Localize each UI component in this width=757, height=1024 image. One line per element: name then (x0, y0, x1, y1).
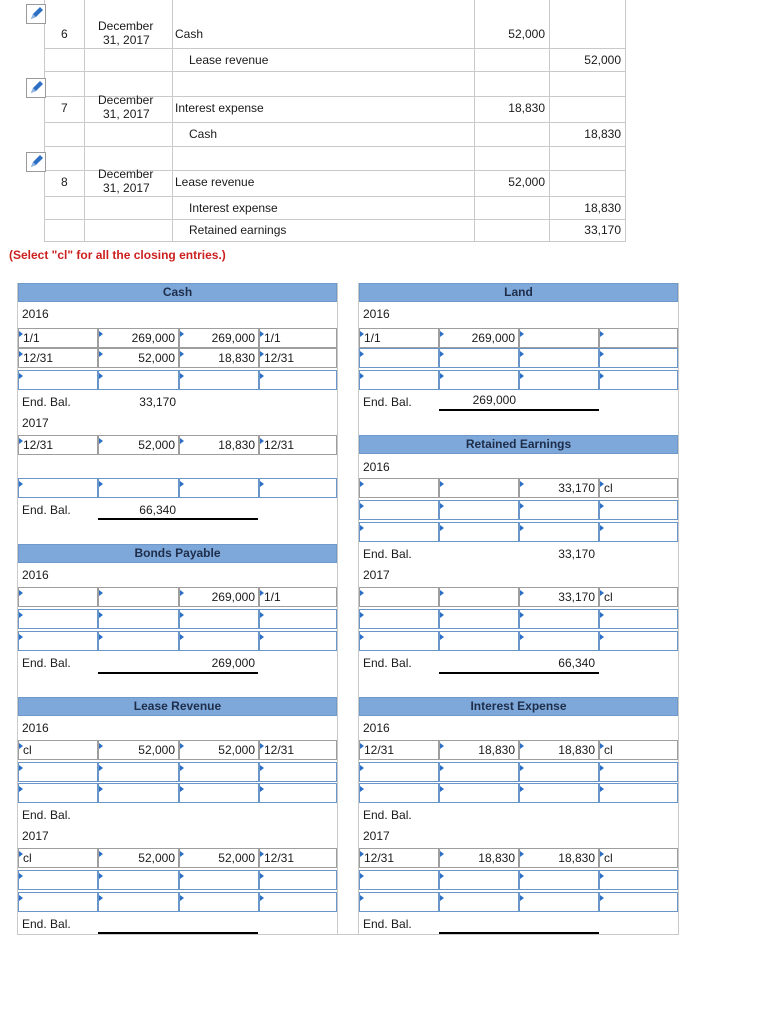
retained-credit-input[interactable] (519, 609, 599, 629)
interest-debit-input[interactable]: 18,830 (439, 848, 519, 868)
credit-amount[interactable]: 33,170 (584, 223, 621, 237)
retained-date-input[interactable] (359, 631, 439, 651)
cash-credit-input[interactable] (179, 370, 259, 390)
lease-end-balance-label: End. Bal. (22, 917, 71, 931)
lease-date-input[interactable]: cl (18, 740, 98, 760)
interest-debit-input[interactable] (439, 762, 519, 782)
interest-date-input[interactable] (359, 892, 439, 912)
land-date-input[interactable] (359, 348, 439, 368)
bonds-credit-ref-input[interactable] (259, 609, 337, 629)
lease-balance-underline (98, 932, 258, 934)
bonds-date-input[interactable] (18, 587, 98, 607)
debit-account[interactable]: Lease revenue (175, 175, 255, 189)
interest-credit-input[interactable] (519, 762, 599, 782)
interest-year-label: 2017 (363, 829, 390, 843)
interest-credit-input[interactable] (519, 870, 599, 890)
cash-credit-ref-input[interactable] (259, 478, 337, 498)
retained-date-input[interactable] (359, 587, 439, 607)
lease-revenue-header: Lease Revenue (18, 697, 337, 716)
edit-entry-6-icon[interactable] (26, 4, 46, 24)
debit-account[interactable]: Interest expense (175, 101, 264, 115)
lease-credit-ref-input[interactable] (259, 762, 337, 782)
retained-end-balance-value[interactable]: 33,170 (558, 547, 595, 561)
lease-debit-input[interactable] (98, 762, 179, 782)
retained-date-input[interactable] (359, 478, 439, 498)
cash-date-input[interactable]: 12/31 (18, 348, 98, 368)
cash-date-input[interactable] (18, 478, 98, 498)
lease-date-input[interactable] (18, 892, 98, 912)
retained-credit-input[interactable] (519, 500, 599, 520)
lease-credit-input[interactable] (179, 762, 259, 782)
cash-credit-ref-input[interactable]: 12/31 (259, 348, 337, 368)
retained-credit-ref-input[interactable]: cl (599, 587, 678, 607)
lease-credit-input[interactable] (179, 892, 259, 912)
lease-credit-input[interactable]: 52,000 (179, 740, 259, 760)
retained-credit-input[interactable] (519, 631, 599, 651)
cash-credit-ref-input[interactable]: 12/31 (259, 435, 337, 455)
land-date-input[interactable]: 1/1 (359, 328, 439, 348)
bonds-debit-input[interactable] (98, 631, 179, 651)
lease-credit-input[interactable]: 52,000 (179, 848, 259, 868)
retained-earnings-header: Retained Earnings (359, 435, 678, 454)
lease-credit-input[interactable] (179, 783, 259, 803)
bonds-credit-input[interactable] (179, 609, 259, 629)
credit-account[interactable]: Interest expense (189, 201, 278, 215)
entry-date: December (98, 167, 154, 181)
land-credit-ref-input[interactable] (599, 328, 678, 348)
bonds-debit-input[interactable] (98, 587, 179, 607)
cash-credit-input[interactable]: 269,000 (179, 328, 259, 348)
credit-account[interactable]: Lease revenue (189, 53, 269, 67)
lease-date-input[interactable] (18, 783, 98, 803)
lease-debit-input[interactable]: 52,000 (98, 740, 179, 760)
lease-credit-ref-input[interactable] (259, 892, 337, 912)
lease-date-input[interactable]: cl (18, 848, 98, 868)
land-year-label: 2016 (363, 307, 390, 321)
lease-credit-input[interactable] (179, 870, 259, 890)
land-balance-underline (439, 409, 599, 411)
land-credit-ref-input[interactable] (599, 348, 678, 368)
credit-amount[interactable]: 52,000 (584, 53, 621, 67)
lease-credit-ref-input[interactable] (259, 783, 337, 803)
bonds-credit-ref-input[interactable] (259, 631, 337, 651)
cash-date-input[interactable] (18, 370, 98, 390)
interest-credit-ref-input[interactable]: cl (599, 740, 678, 760)
interest-credit-input[interactable] (519, 892, 599, 912)
retained-end-balance-label: End. Bal. (363, 656, 412, 670)
bonds-credit-input[interactable]: 269,000 (179, 587, 259, 607)
interest-credit-input[interactable]: 18,830 (519, 848, 599, 868)
credit-account[interactable]: Retained earnings (189, 223, 287, 237)
retained-credit-input[interactable] (519, 522, 599, 542)
land-credit-input[interactable] (519, 370, 599, 390)
interest-credit-ref-input[interactable]: cl (599, 848, 678, 868)
entry-date: 31, 2017 (103, 181, 150, 195)
retained-credit-ref-input[interactable]: cl (599, 478, 678, 498)
interest-credit-ref-input[interactable] (599, 892, 678, 912)
land-debit-input[interactable] (439, 370, 519, 390)
edit-entry-7-icon[interactable] (26, 78, 46, 98)
cash-end-balance-label: End. Bal. (22, 395, 71, 409)
retained-date-input[interactable] (359, 609, 439, 629)
bonds-debit-input[interactable] (98, 609, 179, 629)
debit-amount[interactable]: 18,830 (508, 101, 545, 115)
land-credit-input[interactable] (519, 328, 599, 348)
lease-date-input[interactable] (18, 762, 98, 782)
land-end-balance-value[interactable]: 269,000 (472, 393, 516, 407)
land-date-input[interactable] (359, 370, 439, 390)
cash-year-label: 2016 (22, 307, 49, 321)
interest-date-input[interactable] (359, 870, 439, 890)
debit-account[interactable]: Cash (175, 27, 204, 41)
retained-credit-ref-input[interactable] (599, 609, 678, 629)
cash-debit-input[interactable] (98, 478, 179, 498)
interest-end-balance-label: End. Bal. (363, 808, 412, 822)
credit-amount[interactable]: 18,830 (584, 201, 621, 215)
cash-debit-input[interactable]: 269,000 (98, 328, 179, 348)
cash-debit-input[interactable]: 52,000 (98, 435, 179, 455)
retained-credit-ref-input[interactable] (599, 631, 678, 651)
cash-balance-underline (98, 518, 258, 520)
lease-debit-input[interactable] (98, 783, 179, 803)
interest-end-balance-label: End. Bal. (363, 917, 412, 931)
cash-end-balance-value[interactable]: 33,170 (139, 395, 176, 409)
interest-debit-input[interactable] (439, 892, 519, 912)
entry-number: 8 (61, 175, 68, 189)
retained-credit-input[interactable]: 33,170 (519, 478, 599, 498)
cash-credit-ref-input[interactable] (259, 370, 337, 390)
retained-date-input[interactable] (359, 522, 439, 542)
land-credit-input[interactable] (519, 348, 599, 368)
cash-date-input[interactable]: 12/31 (18, 435, 98, 455)
cash-end-balance-value[interactable]: 66,340 (139, 503, 176, 517)
interest-balance-underline (439, 932, 599, 934)
retained-end-balance-label: End. Bal. (363, 547, 412, 561)
retained-debit-input[interactable] (439, 500, 519, 520)
interest-credit-ref-input[interactable] (599, 870, 678, 890)
interest-credit-input[interactable] (519, 783, 599, 803)
cash-credit-input[interactable]: 18,830 (179, 435, 259, 455)
retained-balance-underline (439, 672, 599, 674)
retained-credit-ref-input[interactable] (599, 522, 678, 542)
interest-debit-input[interactable] (439, 870, 519, 890)
bonds-credit-input[interactable] (179, 631, 259, 651)
cash-credit-ref-input[interactable]: 1/1 (259, 328, 337, 348)
interest-date-input[interactable]: 12/31 (359, 740, 439, 760)
bonds-date-input[interactable] (18, 609, 98, 629)
bonds-end-balance-value[interactable]: 269,000 (211, 656, 255, 670)
bonds-credit-ref-input[interactable]: 1/1 (259, 587, 337, 607)
lease-credit-ref-input[interactable]: 12/31 (259, 848, 337, 868)
edit-entry-8-icon[interactable] (26, 152, 46, 172)
bonds-year-label: 2016 (22, 568, 49, 582)
land-end-balance-label: End. Bal. (363, 395, 412, 409)
entry-date: 31, 2017 (103, 33, 150, 47)
land-account-header: Land (359, 283, 678, 302)
cash-account-header: Cash (18, 283, 337, 302)
cash-year-label: 2017 (22, 416, 49, 430)
land-debit-input[interactable] (439, 348, 519, 368)
interest-credit-ref-input[interactable] (599, 783, 678, 803)
cash-debit-input[interactable]: 52,000 (98, 348, 179, 368)
interest-date-input[interactable] (359, 783, 439, 803)
lease-debit-input[interactable] (98, 892, 179, 912)
credit-account[interactable]: Cash (189, 127, 218, 141)
retained-credit-input[interactable]: 33,170 (519, 587, 599, 607)
cash-credit-input[interactable]: 18,830 (179, 348, 259, 368)
bonds-end-balance-label: End. Bal. (22, 656, 71, 670)
entry-date: December (98, 19, 154, 33)
entry-number: 6 (61, 27, 68, 41)
retained-date-input[interactable] (359, 500, 439, 520)
interest-debit-input[interactable] (439, 783, 519, 803)
interest-year-label: 2016 (363, 721, 390, 735)
closing-entries-note: (Select "cl" for all the closing entries.) (9, 248, 226, 262)
retained-debit-input[interactable] (439, 478, 519, 498)
cash-date-input[interactable]: 1/1 (18, 328, 98, 348)
lease-credit-ref-input[interactable] (259, 870, 337, 890)
interest-credit-input[interactable]: 18,830 (519, 740, 599, 760)
entry-number: 7 (61, 101, 68, 115)
interest-credit-ref-input[interactable] (599, 762, 678, 782)
interest-date-input[interactable] (359, 762, 439, 782)
cash-debit-input[interactable] (98, 370, 179, 390)
lease-debit-input[interactable] (98, 870, 179, 890)
cash-credit-input[interactable] (179, 478, 259, 498)
cash-end-balance-label: End. Bal. (22, 503, 71, 517)
retained-year-label: 2017 (363, 568, 390, 582)
retained-debit-input[interactable] (439, 587, 519, 607)
lease-year-label: 2017 (22, 829, 49, 843)
retained-end-balance-value[interactable]: 66,340 (558, 656, 595, 670)
interest-expense-header: Interest Expense (359, 697, 678, 716)
bonds-payable-header: Bonds Payable (18, 544, 337, 563)
retained-debit-input[interactable] (439, 522, 519, 542)
lease-year-label: 2016 (22, 721, 49, 735)
credit-amount[interactable]: 18,830 (584, 127, 621, 141)
retained-year-label: 2016 (363, 460, 390, 474)
bonds-date-input[interactable] (18, 631, 98, 651)
lease-date-input[interactable] (18, 870, 98, 890)
debit-amount[interactable]: 52,000 (508, 27, 545, 41)
retained-debit-input[interactable] (439, 609, 519, 629)
entry-date: December (98, 93, 154, 107)
bonds-balance-underline (98, 672, 258, 674)
lease-end-balance-label: End. Bal. (22, 808, 71, 822)
entry-date: 31, 2017 (103, 107, 150, 121)
interest-debit-input[interactable]: 18,830 (439, 740, 519, 760)
land-credit-ref-input[interactable] (599, 370, 678, 390)
interest-date-input[interactable]: 12/31 (359, 848, 439, 868)
debit-amount[interactable]: 52,000 (508, 175, 545, 189)
land-debit-input[interactable]: 269,000 (439, 328, 519, 348)
lease-credit-ref-input[interactable]: 12/31 (259, 740, 337, 760)
lease-debit-input[interactable]: 52,000 (98, 848, 179, 868)
retained-credit-ref-input[interactable] (599, 500, 678, 520)
retained-debit-input[interactable] (439, 631, 519, 651)
